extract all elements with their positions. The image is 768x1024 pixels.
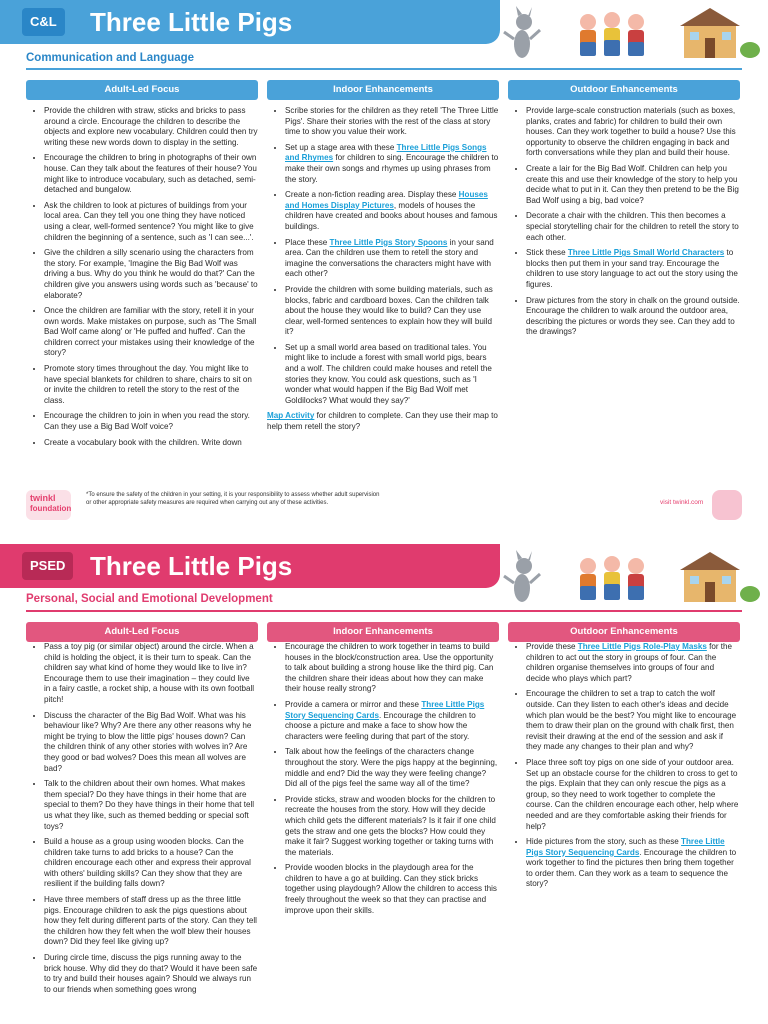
list-item: • Decorate a chair with the children. This then becomes a special storytelling chair for the children to retell the story to each other. [526,211,740,243]
activity-list [26,642,258,995]
section-subtitle: Communication and Language [26,52,195,64]
list-item: • Provide a camera or mirror and these Three Little Pigs Story Sequencing Cards. Encourage the children to choose a picture and make a face to show how the characters were feeling during that part of the story. [285,700,499,742]
brick-house-icon [680,552,760,602]
list-item: • During circle time, discuss the pigs running away to the brick house. Why did they do that? Would it have been safe to try and build their houses again? Should we always run to our friends when something goes wrong [44,953,258,995]
page-psed [0,540,768,1024]
list-item: • Have three members of staff dress up as the three little pigs. Encourage children to ask the pigs questions about how they felt during different parts of the story. Can they tell the children how they felt when the wolf blew their houses down? Did they feel like giving up? [44,895,258,948]
divider [26,68,742,70]
list-item: • Give the children a silly scenario using the characters from the story. For example, 'Imagine the Big Bad Wolf was driving a bus. Why do you think he would do that?' Can the children give you answers using words such as 'because' to elaborate? [44,248,258,301]
section-tag: C&L [22,8,65,36]
page-title: Three Little Pigs [90,7,293,37]
pigs-icon [580,12,644,56]
list-item: • Provide the children with some building materials, such as blocks, fabric and cardboard boxes. Can the children talk about the house they would like to build? Can they use clear, well-formed sentences to explain how they will build it? [285,285,499,338]
column-heading: Outdoor Enhancements [508,80,740,100]
safety-note: *To ensure the safety of the children in your setting, it is your responsibility to assess whether adult supervision or other appropriate safety measures are required when carrying out any of these activities. [86,492,380,506]
resource-link[interactable]: Three Little Pigs Story Sequencing Cards [285,699,485,720]
activity-list [267,642,499,916]
list-item: • Place these Three Little Pigs Story Spoons in your sand area. Can the children use them to retell the story and imagine the conversations the characters might have with each other? [285,238,499,280]
list-item: • Encourage the children to work together in teams to build houses in the block/construction area. Use the opportunity to talk about building a strong house like the third pig. Can the children share their ideas about how they can make their house really strong? [285,642,499,695]
resource-link[interactable]: Three Little Pigs Role-Play Masks [577,642,707,651]
wolf-icon [504,550,540,602]
list-item: • Set up a stage area with these Three Little Pigs Songs and Rhymes for children to sing. Encourage the children to make their own songs and rhymes up using phrases from the story. [285,143,499,185]
list-item: • Encourage the children to join in when you read the story. Can they use a Big Bad Wolf voice? [44,411,258,432]
header-band [0,0,500,44]
list-item: • Talk to the children about their own homes. What makes them special? Do they have things in their home that are special to them? Do they have things in their home that tell us what they like, such as themed bedding or special soft toys? [44,779,258,832]
resource-link[interactable]: Houses and Homes Display Pictures [285,190,488,210]
list-item: • Encourage the children to set a trap to catch the wolf outside. Can they listen to each other's ideas and decide which plan would be the best? You might like to encourage them to draw their plan on the ground with chalk first, then revisit their drawing at the end of the session and ask if they made any changes to their plan and why? [526,689,740,753]
column-heading: Adult-Led Focus [26,622,258,642]
wolf-icon [504,6,540,58]
continuation-text: Map Activity for children to complete. Can they use their map to help them retell the story? [267,411,498,432]
resource-link[interactable]: Three Little Pigs Story Spoons [329,237,448,247]
visit-link[interactable]: visit twinkl.com [660,499,704,506]
column-adult-led [26,622,258,1000]
column-indoor [267,622,499,1000]
resource-link[interactable]: Three Little Pigs Small World Characters [567,248,725,258]
column-heading: Adult-Led Focus [26,80,258,100]
list-item: • Draw pictures from the story in chalk on the ground outside. Encourage the children to walk around the outdoor area, describing the pictures or words they see. Can they add to the drawings? [526,296,740,338]
column-heading: Indoor Enhancements [267,622,499,642]
list-item: • Discuss the character of the Big Bad Wolf. What was his behaviour like? Why? Are there any other reasons why he might be trying to blow the little pigs' houses down? Can the children think of any other stories with wolves in? Are they good or bad wolves? Does this mean all wolves are bad? [44,711,258,775]
column-heading: Indoor Enhancements [267,80,499,100]
activity-list [508,642,740,890]
list-item: • Create a lair for the Big Bad Wolf. Children can help you create this and use their knowledge of the story to help you decide what to put in it. Can they then pretend to be the Big Bad Wolf using a big, bad voice? [526,164,740,206]
list-item: • Hide pictures from the story, such as these Three Little Pigs Story Sequencing Cards. Encourage the children to work together to find the pictures then bring them together to order them. Can they work as a team to sequence the story? [526,837,740,890]
list-item: • Talk about how the feelings of the characters change throughout the story. Were the pigs happy at the beginning, middle and end? Did the way they were feeling change? Did all of the pigs feel the same way all of the time? [285,747,499,789]
list-item: • Pass a toy pig (or similar object) around the circle. When a child is holding the object, it is their turn to speak. Can the children say what kind of home they would like to live in? Encourage them to use their imagination – they could live in a fairy castle, a rocket ship, a house with its own football pitch! [44,642,258,706]
page-title: Three Little Pigs [90,551,293,581]
resource-link[interactable]: Map Activity [267,411,315,421]
brick-house-icon [680,8,760,58]
list-item: • Ask the children to look at pictures of buildings from your local area. Can they tell you one thing they have noticed using a clear, well-formed sentence? You might like to give children the beginning of a sentence, such as 'I can see...'. [44,201,258,243]
list-item: • Promote story times throughout the day. You might like to have special blankets for children to share, chairs to sit on or invite the children to retell the story to the rest of the class. [44,364,258,406]
resource-link[interactable]: Three Little Pigs Story Sequencing Cards [526,837,725,857]
list-item: • Provide wooden blocks in the playdough area for the children to have a go at building. Can they stick bricks together using playdough? Allow the children to access this freely throughout the week so that they can practise and improve upon their skills. [285,863,499,916]
column-outdoor [508,80,740,453]
list-item: • Create a vocabulary book with the children. Write down [44,438,258,449]
three-little-pigs-illustration [500,548,768,608]
page-footer [0,484,768,528]
columns [26,622,742,1000]
list-item: • Provide sticks, straw and wooden blocks for the children to recreate the houses from the story. How will they decide which child gets the different materials? Is it fair if one child gets the straw and one gets the blocks? How could they make it fair? Suggest working together or taking turns with the materials. [285,795,499,859]
list-item: • Encourage the children to bring in photographs of their own house. Can they talk about the features of their house? You might like to introduce vocabulary, such as detached, semi-detached and bungalow. [44,153,258,195]
list-item: • Once the children are familiar with the story, retell it in your own words. Make mistakes on purpose, such as 'The Small Bad Wolf came along' or 'He puffed and huffed'. Can the children correct your mistakes using their knowledge of the story? [44,306,258,359]
list-item: • Place three soft toy pigs on one side of your outdoor area. Set up an obstacle course for the children to cross to get to the pigs. Explain that they can only rescue the pigs as a group, so they need to work together to complete the course. Can the children encourage each other, help where needed and are they comfortable asking their friends for help? [526,758,740,832]
list-item: • Provide the children with straw, sticks and bricks to pass around a circle. Encourage the children to describe the objects and explore new vocabulary. Children could then try writing these new words down to display in the setting. [44,106,258,148]
list-item: • Provide these Three Little Pigs Role-Play Masks for the children to act out the story in groups of four. Can the children organise themselves into groups of four and decide who plays which part? [526,642,740,684]
header-band [0,544,500,588]
column-heading: Outdoor Enhancements [508,622,740,642]
list-item: • Build a house as a group using wooden blocks. Can the children take turns to add bricks to a house? Can the children encourage each other and express their approval with others' building skills? Can they show that they are resilient if the building falls down? [44,837,258,890]
list-item: • Stick these Three Little Pigs Small World Characters to blocks then put them in your sand tray. Encourage the children to use story language to act out the story using the figures. [526,248,740,290]
columns [26,80,742,453]
list-item: • Provide large-scale construction materials (such as boxes, planks, crates and fabric) for children to build their own houses. Can they work together to build a house? Use this opportunity to observe the children engaging in back and forth conversations while they plan and build their house. [526,106,740,159]
pigs-icon [580,556,644,600]
column-adult-led [26,80,258,453]
activity-list [267,106,499,406]
list-item: • Set up a small world area based on traditional tales. You might like to include a forest with small world pigs, bears and a wolf. The children could make houses and retell the stories they know. You could ask questions, such as 'I wonder what would happen if the Big Bad Wolf met Goldilocks? What would they say?' [285,343,499,407]
section-tag: PSED [22,552,73,580]
twinkl-foundation-logo: twinkl foundation [26,490,71,520]
column-indoor [267,80,499,453]
resource-link[interactable]: Three Little Pigs Songs and Rhymes [285,142,487,163]
three-little-pigs-illustration [500,4,768,64]
list-item: • Scribe stories for the children as they retell 'The Three Little Pigs'. Share their stories with the rest of the class at story time to show you value their work. [285,106,499,138]
twinkl-badge-icon [712,490,742,520]
section-subtitle: Personal, Social and Emotional Development [26,593,273,605]
column-outdoor [508,622,740,1000]
activity-list [26,106,258,448]
divider [26,610,742,612]
list-item: • Create a non-fiction reading area. Display these Houses and Homes Display Pictures, models of houses the children have created and books about houses and famous buildings. [285,190,499,232]
activity-list [508,106,740,338]
